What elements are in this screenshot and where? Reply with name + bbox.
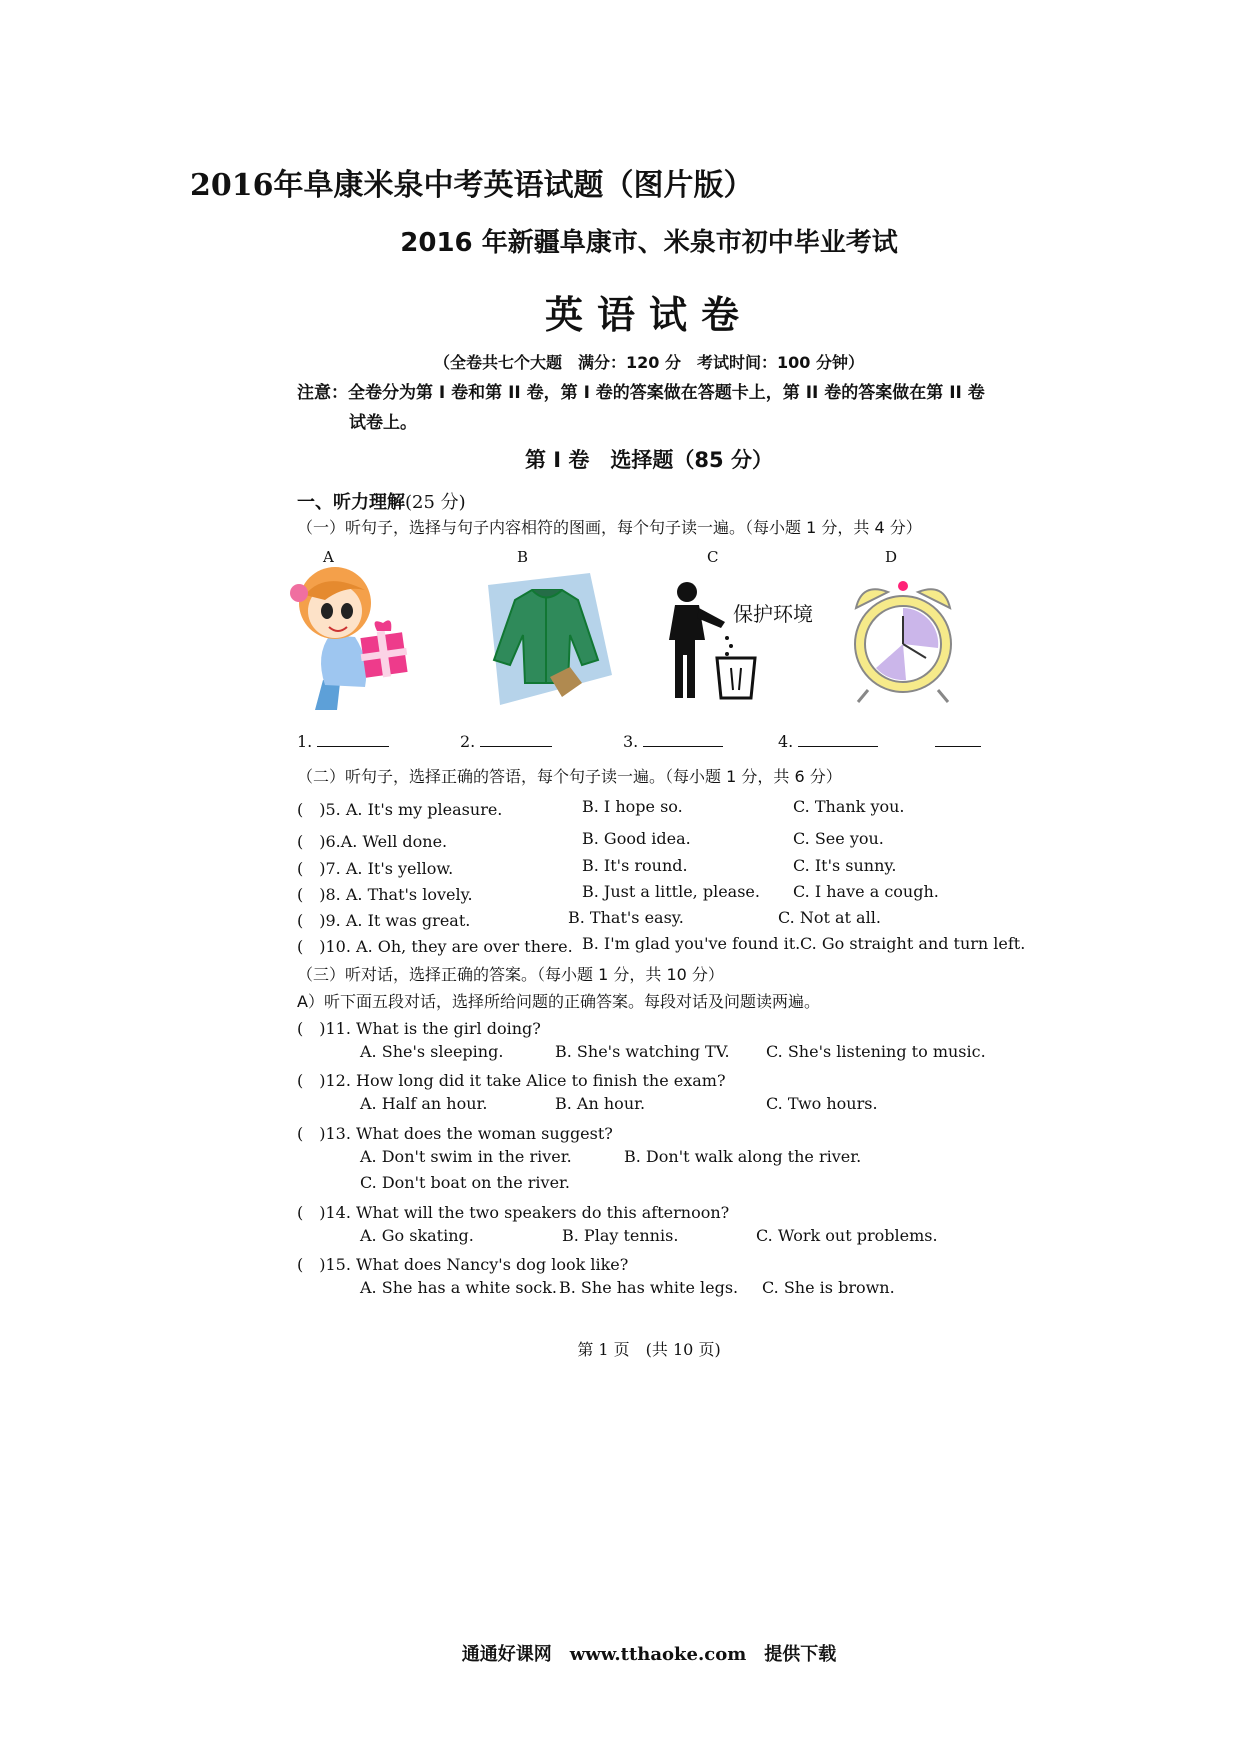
section1-heading [297,488,466,514]
coat-picture [470,565,620,713]
answer-blank-4-label: 4. [778,732,794,751]
picture-label-b: B [517,548,529,566]
q10-stem: ( )10. A. Oh, they are over there. [297,937,573,956]
answer-blank-3[interactable] [623,732,723,751]
q14-option-c: C. Work out problems. [756,1226,938,1245]
q5-option-c: C. Thank you. [793,797,905,816]
site-footer: 通通好课网 www.tthaoke.com 提供下载 [461,1644,837,1665]
q6-option-b: B. Good idea. [582,829,691,848]
sub3-instruction-a: A）听下面五段对话，选择所给问题的正确答案。每段对话及问题读两遍。 [297,992,820,1011]
q7-stem: ( )7. A. It's yellow. [297,859,454,878]
q14-question: ( )14. What will the two speakers do this afternoon? [297,1203,730,1222]
q8-stem: ( )8. A. That's lovely. [297,885,473,904]
q11-option-a: A. She's sleeping. [360,1042,504,1061]
paper-title: 英语试卷 [544,293,753,337]
q14-option-a: A. Go skating. [360,1226,474,1245]
answer-blank-2-label: 2. [460,732,476,751]
q6-option-c: C. See you. [793,829,884,848]
picture-label-c: C [707,548,719,566]
sub3-instruction: （三）听对话，选择正确的答案。（每小题 1 分，共 10 分） [297,965,724,984]
q14-option-b: B. Play tennis. [562,1226,679,1245]
q13-option-c: C. Don't boat on the river. [360,1173,571,1192]
answer-blank-4[interactable] [778,732,878,751]
q9-option-c: C. Not at all. [778,908,881,927]
q12-option-c: C. Two hours. [766,1094,878,1113]
q11-question: ( )11. What is the girl doing? [297,1019,541,1038]
answer-blank-1[interactable] [297,732,389,751]
q7-option-c: C. It's sunny. [793,856,897,875]
picture-label-a: A [323,548,334,566]
document-title: 2016年阜康米泉中考英语试题（图片版） [190,168,754,203]
answer-blank-extra[interactable] [935,732,981,751]
q15-option-c: C. She is brown. [762,1278,895,1297]
q9-option-b: B. That's easy. [568,908,684,927]
q13-question: ( )13. What does the woman suggest? [297,1124,613,1143]
page-number: 第 1 页 (共 10 页) [577,1340,721,1359]
exam-note-line2: 试卷上。 [349,413,417,433]
answer-blank-1-label: 1. [297,732,313,751]
q15-option-b: B. She has white legs. [559,1278,739,1297]
section1-title: 一、听力理解 [297,492,405,513]
q11-option-c: C. She's listening to music. [766,1042,986,1061]
q12-option-a: A. Half an hour. [360,1094,488,1113]
q11-option-b: B. She's watching TV. [555,1042,730,1061]
picture-label-d: D [885,548,898,566]
q7-option-b: B. It's round. [582,856,688,875]
q12-option-b: B. An hour. [555,1094,646,1113]
q12-question: ( )12. How long did it take Alice to finish the exam? [297,1071,726,1090]
q8-option-c: C. I have a cough. [793,882,939,901]
q8-option-b: B. Just a little, please. [582,882,760,901]
girl-with-gift-picture [285,565,435,715]
q15-option-a: A. She has a white sock. [360,1278,557,1297]
answer-blank-3-label: 3. [623,732,639,751]
q10-option-b: B. I'm glad you've found it. [582,934,801,953]
q5-option-b: B. I hope so. [582,797,683,816]
q9-stem: ( )9. A. It was great. [297,911,471,930]
q5-stem: ( )5. A. It's my pleasure. [297,800,503,819]
exam-note-line1: 注意：全卷分为第 I 卷和第 II 卷，第 I 卷的答案做在答题卡上，第 II 卷的答案做在第 II 卷 [297,383,985,403]
protect-environment-sign: 保护环境 [733,602,813,626]
exam-title: 2016 年新疆阜康市、米泉市初中毕业考试 [400,228,898,258]
part-title: 第 I 卷 选择题（85 分） [525,448,773,472]
q13-option-b: B. Don't walk along the river. [624,1147,862,1166]
section1-score: (25 分) [405,492,466,513]
answer-blank-2[interactable] [460,732,552,751]
q13-option-a: A. Don't swim in the river. [360,1147,572,1166]
alarm-clock-picture [848,578,958,706]
exam-info: （全卷共七个大题 满分：120 分 考试时间：100 分钟） [434,353,864,372]
q10-option-c: C. Go straight and turn left. [800,934,1026,953]
q15-question: ( )15. What does Nancy's dog look like? [297,1255,629,1274]
q6-stem: ( )6.A. Well done. [297,832,448,851]
sub1-instruction: （一）听句子，选择与句子内容相符的图画，每个句子读一遍。（每小题 1 分，共 4 分） [297,518,922,537]
sub2-instruction: （二）听句子，选择正确的答语，每个句子读一遍。（每小题 1 分，共 6 分） [297,767,842,786]
